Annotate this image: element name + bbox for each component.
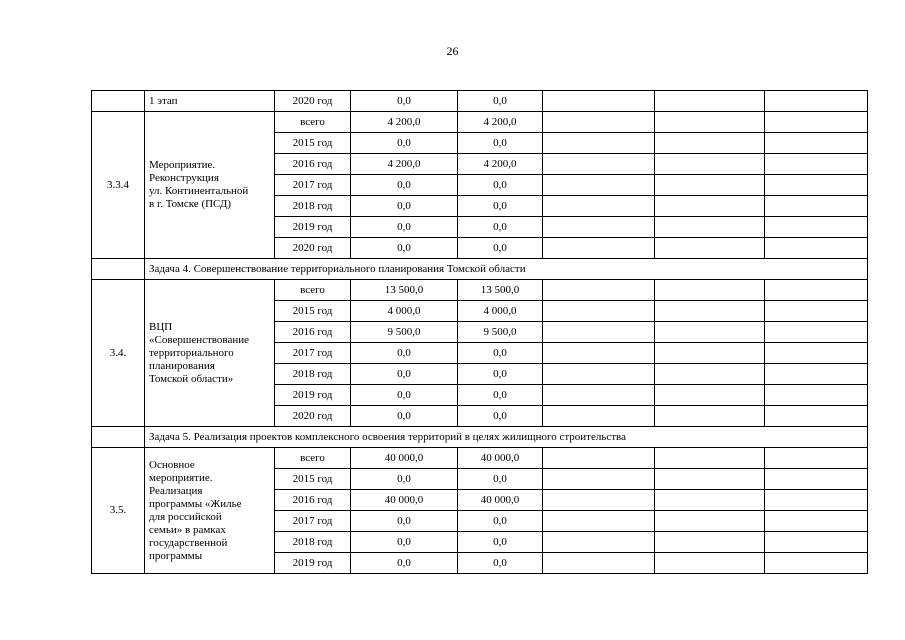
num-cell bbox=[92, 259, 145, 280]
empty-cell bbox=[543, 175, 655, 196]
year-cell: 2018 год bbox=[275, 532, 351, 553]
empty-cell bbox=[655, 175, 765, 196]
empty-cell bbox=[543, 91, 655, 112]
item-name-line: Томской области» bbox=[149, 372, 234, 385]
empty-cell bbox=[543, 301, 655, 322]
empty-cell bbox=[765, 91, 868, 112]
empty-cell bbox=[543, 406, 655, 427]
item-name-line: мероприятие. bbox=[149, 471, 213, 484]
num-cell bbox=[92, 91, 145, 112]
empty-cell bbox=[543, 532, 655, 553]
item-name bbox=[145, 280, 275, 427]
item-name-line: государственной bbox=[149, 536, 228, 549]
year-cell: 2016 год bbox=[275, 154, 351, 175]
value-cell: 0,0 bbox=[458, 553, 543, 574]
empty-cell bbox=[765, 196, 868, 217]
value-cell: 4 200,0 bbox=[351, 154, 458, 175]
value-cell: 0,0 bbox=[351, 511, 458, 532]
value-cell: 4 200,0 bbox=[351, 112, 458, 133]
item-name-line: ул. Континентальной bbox=[149, 185, 249, 197]
year-cell: 2015 год bbox=[275, 133, 351, 154]
empty-cell bbox=[765, 364, 868, 385]
empty-cell bbox=[543, 385, 655, 406]
value-cell: 4 200,0 bbox=[458, 154, 543, 175]
empty-cell bbox=[655, 448, 765, 469]
value-cell: 0,0 bbox=[458, 133, 543, 154]
value-cell: 13 500,0 bbox=[458, 280, 543, 301]
empty-cell bbox=[655, 385, 765, 406]
year-cell: 2019 год bbox=[275, 217, 351, 238]
year-cell: 2019 год bbox=[275, 553, 351, 574]
empty-cell bbox=[655, 280, 765, 301]
empty-cell bbox=[543, 217, 655, 238]
year-cell: всего bbox=[275, 280, 351, 301]
empty-cell bbox=[765, 133, 868, 154]
empty-cell bbox=[765, 469, 868, 490]
item-name-line: «Совершенствование bbox=[149, 333, 249, 346]
item-number: 3.3.4 bbox=[92, 112, 145, 259]
empty-cell bbox=[543, 511, 655, 532]
value-cell: 0,0 bbox=[351, 91, 458, 112]
value-cell: 0,0 bbox=[351, 343, 458, 364]
page-number: 26 bbox=[446, 44, 459, 58]
year-cell: 2017 год bbox=[275, 175, 351, 196]
empty-cell bbox=[655, 301, 765, 322]
empty-cell bbox=[765, 217, 868, 238]
empty-cell bbox=[543, 280, 655, 301]
empty-cell bbox=[655, 112, 765, 133]
empty-cell bbox=[543, 322, 655, 343]
item-name-line: программы bbox=[149, 549, 203, 562]
empty-cell bbox=[765, 553, 868, 574]
item-name-line: планирования bbox=[149, 359, 215, 372]
value-cell: 0,0 bbox=[351, 469, 458, 490]
empty-cell bbox=[765, 301, 868, 322]
table-row bbox=[92, 448, 868, 469]
task-row bbox=[92, 427, 868, 448]
year-cell: 2020 год bbox=[275, 91, 351, 112]
item-name-line: для российской bbox=[149, 510, 222, 523]
item-name-line: ВЦП bbox=[149, 320, 173, 333]
item-name-line: Реконструкция bbox=[149, 172, 219, 184]
year-cell: 2020 год bbox=[275, 238, 351, 259]
value-cell: 13 500,0 bbox=[351, 280, 458, 301]
value-cell: 0,0 bbox=[458, 343, 543, 364]
empty-cell bbox=[765, 385, 868, 406]
empty-cell bbox=[543, 343, 655, 364]
empty-cell bbox=[655, 490, 765, 511]
item-number: 3.5. bbox=[92, 448, 145, 574]
empty-cell bbox=[655, 217, 765, 238]
year-cell: всего bbox=[275, 112, 351, 133]
empty-cell bbox=[765, 490, 868, 511]
table-row bbox=[92, 112, 868, 133]
empty-cell bbox=[655, 532, 765, 553]
empty-cell bbox=[543, 553, 655, 574]
value-cell: 0,0 bbox=[458, 91, 543, 112]
empty-cell bbox=[655, 322, 765, 343]
value-cell: 0,0 bbox=[458, 217, 543, 238]
empty-cell bbox=[655, 343, 765, 364]
year-cell: 2018 год bbox=[275, 364, 351, 385]
value-cell: 40 000,0 bbox=[351, 490, 458, 511]
empty-cell bbox=[655, 154, 765, 175]
empty-cell bbox=[655, 469, 765, 490]
value-cell: 4 200,0 bbox=[458, 112, 543, 133]
table-row bbox=[92, 280, 868, 301]
value-cell: 0,0 bbox=[351, 196, 458, 217]
empty-cell bbox=[543, 112, 655, 133]
value-cell: 0,0 bbox=[351, 364, 458, 385]
value-cell: 0,0 bbox=[351, 385, 458, 406]
empty-cell bbox=[765, 322, 868, 343]
item-name-line: Мероприятие. bbox=[149, 159, 216, 171]
value-cell: 0,0 bbox=[351, 238, 458, 259]
empty-cell bbox=[655, 406, 765, 427]
value-cell: 4 000,0 bbox=[458, 301, 543, 322]
empty-cell bbox=[543, 469, 655, 490]
task-row bbox=[92, 259, 868, 280]
year-cell: 2015 год bbox=[275, 301, 351, 322]
empty-cell bbox=[655, 91, 765, 112]
empty-cell bbox=[765, 154, 868, 175]
value-cell: 0,0 bbox=[458, 532, 543, 553]
value-cell: 9 500,0 bbox=[458, 322, 543, 343]
value-cell: 0,0 bbox=[458, 196, 543, 217]
empty-cell bbox=[655, 364, 765, 385]
value-cell: 40 000,0 bbox=[458, 448, 543, 469]
year-cell: 2020 год bbox=[275, 406, 351, 427]
empty-cell bbox=[765, 175, 868, 196]
item-name-line: семьи» в рамках bbox=[149, 523, 226, 536]
budget-table bbox=[91, 90, 868, 574]
value-cell: 40 000,0 bbox=[351, 448, 458, 469]
empty-cell bbox=[543, 196, 655, 217]
empty-cell bbox=[765, 511, 868, 532]
num-cell bbox=[92, 427, 145, 448]
item-number: 3.4. bbox=[92, 280, 145, 427]
item-name bbox=[145, 112, 275, 259]
empty-cell bbox=[543, 448, 655, 469]
empty-cell bbox=[543, 238, 655, 259]
value-cell: 0,0 bbox=[458, 175, 543, 196]
value-cell: 0,0 bbox=[458, 469, 543, 490]
item-name-line: Основное bbox=[149, 458, 195, 471]
item-name-line: программы «Жилье bbox=[149, 497, 242, 510]
year-cell: 2015 год bbox=[275, 469, 351, 490]
task-heading: Задача 4. Совершенствование территориального планирования Томской области bbox=[145, 259, 868, 280]
value-cell: 0,0 bbox=[458, 364, 543, 385]
empty-cell bbox=[765, 448, 868, 469]
value-cell: 0,0 bbox=[351, 553, 458, 574]
item-name bbox=[145, 448, 275, 574]
empty-cell bbox=[655, 553, 765, 574]
value-cell: 9 500,0 bbox=[351, 322, 458, 343]
empty-cell bbox=[765, 406, 868, 427]
empty-cell bbox=[765, 112, 868, 133]
value-cell: 0,0 bbox=[351, 175, 458, 196]
table-row bbox=[92, 91, 868, 112]
task-heading: Задача 5. Реализация проектов комплексного освоения территорий в целях жилищного строительства bbox=[145, 427, 868, 448]
year-cell: всего bbox=[275, 448, 351, 469]
year-cell: 2017 год bbox=[275, 511, 351, 532]
value-cell: 0,0 bbox=[351, 217, 458, 238]
value-cell: 0,0 bbox=[458, 406, 543, 427]
year-cell: 2016 год bbox=[275, 322, 351, 343]
empty-cell bbox=[765, 280, 868, 301]
empty-cell bbox=[543, 133, 655, 154]
item-name-line: территориального bbox=[149, 346, 234, 359]
year-cell: 2019 год bbox=[275, 385, 351, 406]
empty-cell bbox=[543, 364, 655, 385]
name-cell: 1 этап bbox=[145, 91, 275, 112]
empty-cell bbox=[765, 343, 868, 364]
value-cell: 0,0 bbox=[351, 532, 458, 553]
value-cell: 40 000,0 bbox=[458, 490, 543, 511]
item-name-line: в г. Томске (ПСД) bbox=[149, 198, 232, 210]
item-name-line: Реализация bbox=[149, 484, 203, 497]
empty-cell bbox=[655, 196, 765, 217]
empty-cell bbox=[655, 238, 765, 259]
empty-cell bbox=[765, 238, 868, 259]
empty-cell bbox=[765, 532, 868, 553]
year-cell: 2016 год bbox=[275, 490, 351, 511]
empty-cell bbox=[543, 154, 655, 175]
value-cell: 0,0 bbox=[351, 406, 458, 427]
value-cell: 0,0 bbox=[458, 511, 543, 532]
value-cell: 0,0 bbox=[351, 133, 458, 154]
empty-cell bbox=[543, 490, 655, 511]
value-cell: 0,0 bbox=[458, 385, 543, 406]
empty-cell bbox=[655, 133, 765, 154]
value-cell: 0,0 bbox=[458, 238, 543, 259]
value-cell: 4 000,0 bbox=[351, 301, 458, 322]
empty-cell bbox=[655, 511, 765, 532]
year-cell: 2017 год bbox=[275, 343, 351, 364]
year-cell: 2018 год bbox=[275, 196, 351, 217]
